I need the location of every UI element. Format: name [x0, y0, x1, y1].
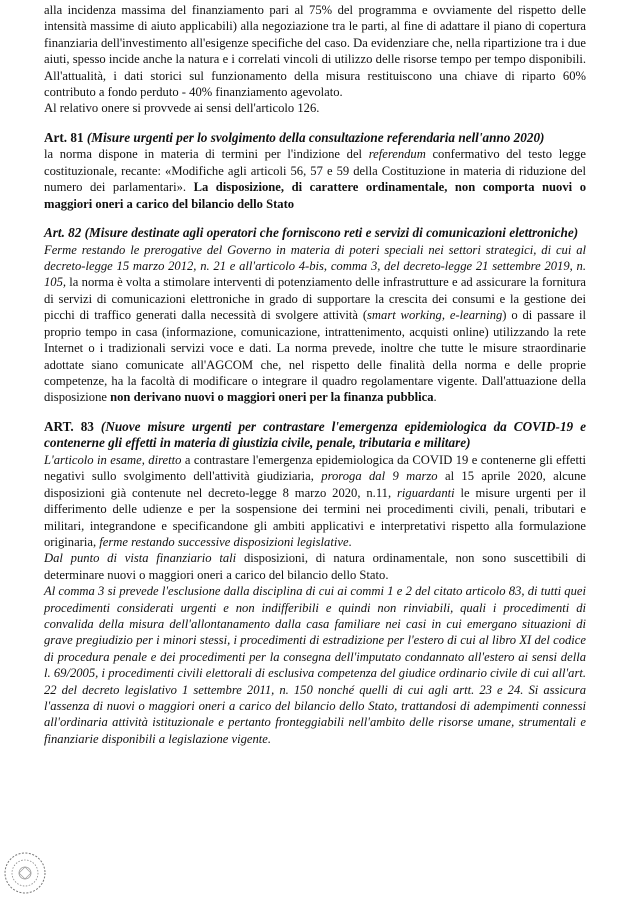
art83-a5: riguardanti — [397, 485, 455, 500]
art83-title: (Nuove misure urgenti per contrastare l'emergenza epidemiologica da COVID-19 e contenerne gli effetti in materia di giustizia civile, penale, tributaria e militare) — [44, 418, 587, 451]
art81-title: (Misure urgenti per lo svolgimento della consultazione referendaria nell'anno 2020) — [86, 129, 545, 145]
art81-text-2: referendum — [368, 147, 426, 162]
art83-paragraph-2 — [44, 550, 586, 583]
art82-text-6: . — [433, 390, 437, 405]
art82-text-5: non derivano nuovi o maggiori oneri per la finanza pubblica — [110, 390, 434, 405]
art81-body — [44, 146, 586, 212]
art82-text-1: Ferme restando le prerogative del Governo in materia di poteri speciali nei settori strategici, di cui al decreto-legge 15 marzo 2012, n. 21 e all'articolo 4-bis, comma 3, del decreto-legge 21 settembre 2019, n. 105, — [44, 242, 586, 290]
art81-heading — [44, 130, 586, 147]
art81-text-3: confermativo del testo legge costituzionale, recante: «Modifiche agli articoli 56, 57 e 59 della Costituzione in materia di riduzione del numero dei parlamentari». — [44, 147, 586, 195]
art81-section — [44, 130, 586, 212]
art82-heading: Art. 82 (Misure destinate agli operatori che forniscono reti e servizi di comunicazioni elettroniche) — [44, 225, 579, 241]
intro-paragraph: alla incidenza massima del finanziamento pari al 75% del programma e ovviamente del rispetto delle intensità massime di aiuto applicabili) alla negoziazione tra le parti, al fine di adattare il piano di copertura finanziaria dell'investimento all'esigenze specifiche del caso. Da evidenziare che, nella ripartizione tra i due aiuti, spesso incide anche la natura e i correlati vincoli di utilizzo delle risorse tempo per tempo disponibili. All'attualità, i dati storici sul funzionamento della misura restituiscono una chiave di riparto 60% contributo a fondo perduto - 40% finanziamento agevolato. — [44, 3, 586, 100]
art83-a2: a contrastare l'emergenza epidemiologica da COVID 19 e contenerne gli effetti negativi sullo svolgimento dell'attività giudiziaria, — [44, 452, 586, 484]
art81-text-4: La disposizione, di carattere ordinamentale, non comporta nuovi o maggiori oneri a carico del bilancio dello Stato — [44, 180, 586, 211]
art82-text-2: la norma è volta a stimolare interventi di potenziamento delle infrastrutture e ad assicurare la fornitura di servizi di comunicazioni elettroniche in grado di supportare la crescita dei consumi e la gestione dei picchi di traffico generati dalla necessità di svolgere attività ( — [44, 275, 586, 323]
art81-number: Art. 81 — [44, 129, 84, 145]
art83-a6: le misure urgenti per il differimento delle udienze e per la sospensione dei termini nei procedimenti civili, penali, tributari e militari, integrandone e specificandone gli ambiti applicativi e interpretativi rispetto alla formulazione originaria, — [44, 485, 586, 549]
art83-section — [44, 419, 586, 748]
art82-body — [44, 242, 586, 406]
art83-a3: proroga dal 9 marzo — [321, 469, 438, 484]
art83-number: ART. 83 — [44, 418, 94, 434]
art83-heading — [44, 419, 586, 452]
intro-section — [44, 2, 586, 117]
art83-a1: L'articolo in esame, diretto — [44, 452, 182, 467]
art83-paragraph-3: Al comma 3 si prevede l'esclusione dalla disciplina di cui ai commi 1 e 2 del citato articolo 83, di tutti quei procedimenti considerati urgenti e non indifferibili e quindi non rinviabili, quali i procedimenti di convalida della misura dell'allontanamento dalla casa familiare nei casi in cui emergano situazioni di grave pregiudizio per i minori stessi, i procedimenti di estradizione per l'estero di cui al libro XI del codice di procedura penale e dei procedimenti per la consegna dell'imputato condannato all'estero ai sensi della l. 69/2005, i procedimenti civili elettorali di esclusiva competenza del giudice ordinario civile di cui all'art. 22 del decreto legislativo 1 settembre 2011, n. 150 nonché quelli di cui agli artt. 23 e 24. Si assicura l'assenza di nuovi o maggiori oneri a carico del bilancio dello Stato, trattandosi di adempimenti connessi all'ordinaria attività istituzionale e pertanto fronteggiabili nell'ambito delle risorse umane, strumentali e finanziarie disponibili a legislazione vigente. — [44, 584, 586, 746]
art83-b2: disposizioni, di natura ordinamentale, non sono suscettibili di determinare nuovi o maggiori oneri a carico del bilancio dello Stato. — [44, 551, 587, 582]
document-page — [44, 2, 586, 760]
art83-b1: Dal punto di vista finanziario tali — [44, 551, 237, 566]
art83-a7: ferme restando successive disposizioni legislative — [99, 534, 349, 549]
art81-text-1: la norma dispone in materia di termini per l'indizione del — [44, 147, 369, 162]
art83-paragraph-1 — [44, 452, 586, 550]
art82-text-4: ) o di passare il proprio tempo in casa (informazione, comunicazione, intrattenimento, acquisti online) utilizzando la rete Internet o i tradizionali servizi voce e dati. La norma prevede, inoltre che tutte le misure straordinarie adottate siano comunicate all'AGCOM che, nel rispetto delle finalità della norma e delle proprie competenze, ha la facoltà di modificare o integrare il quadro regolamentare vigente. Dall'attuazione della disposizione — [44, 308, 586, 405]
art83-a8: . — [348, 534, 352, 549]
art82-section — [44, 225, 586, 406]
art82-text-3: smart working, e-learning — [367, 308, 503, 323]
art83-a4: al 15 aprile 2020, alcune disposizioni già contenute nel decreto-legge 8 marzo 2020, n.11, — [44, 469, 586, 500]
intro-funding-note: Al relativo onere si provvede ai sensi dell'articolo 126. — [44, 101, 320, 116]
official-seal-icon — [2, 850, 48, 896]
